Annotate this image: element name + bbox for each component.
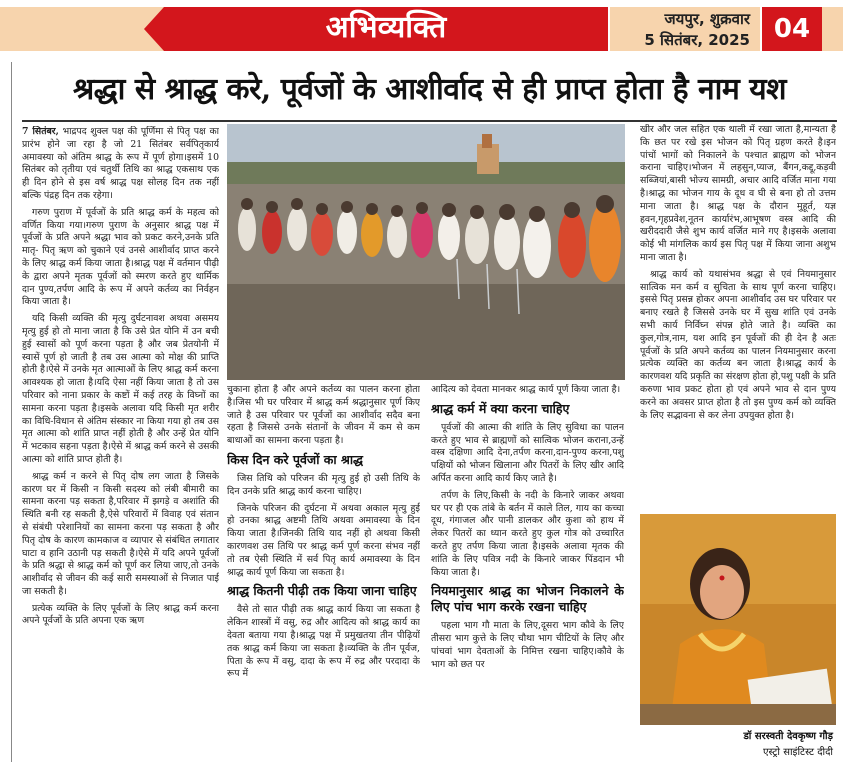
left-edge-rule — [11, 62, 12, 762]
subheading: श्राद्ध कर्म में क्या करना चाहिए — [431, 400, 570, 416]
page-header — [0, 0, 843, 56]
subheading: किस दिन करे पूर्वजों का श्राद्ध — [227, 451, 364, 467]
article-column-3 — [431, 384, 624, 766]
paragraph: आदित्य को देवता मानकर श्राद्ध कार्य पूर्ण किया जाता है। — [431, 384, 621, 395]
article-headline: श्रद्धा से श्राद्ध करे, पूर्वजों के आशीर्वाद से ही प्राप्त होता है नाम यश — [72, 72, 787, 107]
header-right-band — [822, 7, 843, 51]
paragraph: प्रत्येक व्यक्ति के लिए पूर्वजों के लिए श्राद्ध कर्म करना अपने पूर्वजों के प्रति अपना एक ऋण — [22, 602, 219, 627]
header-left-band — [0, 7, 164, 51]
paragraph: पहला भाग गौ माता के लिए,दूसरा भाग कौवे के लिए तीसरा भाग कुत्ते के लिए चौथा भाग चीटियों के लिए और पांचवां भाग देवताओं के निमित्त रखना चाहिए।कौवे के भाग को छत पर — [431, 620, 624, 670]
headline-rule — [22, 120, 837, 122]
subheading: श्राद्ध कितनी पीढ़ी तक किया जाना चाहिए — [227, 583, 417, 599]
paragraph: जिनके परिजन की दुर्घटना में अथवा अकाल मृत्यु हुई हो उनका श्राद्ध अष्टमी तिथि अथवा अमावस्या के दिन किया जाता है।जिनकी तिथि याद नहीं हो अथवा किसी कारणवश उस तिथि पर श्राद्ध कर्म पूर्ण करना संभव नहीं तो तब ऐसी स्थिति में सर्व पितृ कार्य अमावस्या के दिन श्राद्ध कार्य पूर्ण किया जा सकता है। — [227, 502, 420, 578]
paragraph: गरुण पुराण में पूर्वजों के प्रति श्राद्ध कर्म के महत्व को वर्णित किया गया।गरुण पुराण के अनुसार श्राद्ध पक्ष में पूर्वजों के प्रति अपने श्रद्धा भाव को प्रकट करने,उनके प्रति मातृ- पितृ ऋण को चुकाने एवं उनसे आशीर्वाद प्राप्त करने के लिए श्राद्ध कर्म किया जाता है।श्राद्ध पक्ष में वर्तमान पीढ़ी के द्वारा अपने मृतक पूर्वजों को स्मरण करते हुए धार्मिक दान पुण्य,तर्पण आदि के रूप में अपने कर्तव्य का निर्वहन किया जाता है। — [22, 206, 219, 308]
paragraph: वैसे तो सात पीढ़ी तक श्राद्ध कार्य किया जा सकता है लेकिन शास्त्रों में वसु, रुद्र और आदित्य को श्राद्ध कार्य का देवता बताया गया है।श्राद्ध पक्ष में प्रमुखतया तीन पीढ़ियों तक श्राद्ध कर्म किया जा सकता है।व्यक्ति के तीन पूर्वज, पिता के रूप में वसु, दादा के रूप में रुद्र और परदादा के रूप में — [227, 604, 420, 680]
article-column-4 — [640, 124, 836, 512]
ritual-photo — [227, 124, 625, 380]
paragraph: तर्पण के लिए,किसी के नदी के किनारे जाकर अथवा घर पर ही एक तांबे के बर्तन में काले तिल, गाय का कच्चा दूध, गंगाजल और पानी डालकर और कुशा को हाथ में लेकर पितरों का ध्यान करते हुए कुल गोत्र को उच्चारित करते हुए तर्पण किया जाता है।इसके अलावा मृतक की शांति के लिए पवित्र नदी के किनारे जाकर पिंडदान भी किया जाता है। — [431, 489, 624, 578]
paragraph — [22, 126, 219, 203]
paragraph: जिस तिथि को परिजन की मृत्यु हुई हो उसी तिथि के दिन उनके प्रति श्राद्ध कार्य करना चाहिए। — [227, 472, 420, 497]
article-column-1 — [22, 126, 219, 766]
author-photo — [640, 514, 836, 725]
article-column-2 — [227, 384, 420, 766]
author-name: डॉ सरस्वती देवकृष्ण गौड़ — [743, 731, 833, 742]
paragraph: श्राद्ध कार्य को यथासंभव श्रद्धा से एवं नियमानुसार सात्विक मन कर्म व सुचिता के साथ पूर्ण करना चाहिए।इससे पितृ प्रसन्न होकर अपना आशीर्वाद उस घर परिवार पर बनाए रखते है जिससे उनके घर में सुख शांति एवं उनके सभी कार्य निर्विघ्न संपन्न होते जाते है। व्यक्ति का कुल,गोत्र,नाम, यश आदि इन पूर्वजों की ही देन है अतः पूर्वजों के प्रति अपने कर्तव्य का पालन नियमानुसार करना प्रत्येक व्यक्ति का कर्तव्य बन जाता है।श्राद्ध कार्य के कारणवश यदि प्रकृति का संरक्षण होता हो,पशु पक्षी के प्रति करुणा भाव प्रकट होता हो एवं अपने भाव से दान पुण्य करने का अवसर प्राप्त होता है तो इस पुण्य कर्म को व्यक्ति के लिए सद्भावना से कर लेना उपयुक्त होता है। — [640, 268, 836, 421]
dateline-city-day: जयपुर, शुक्रवार — [664, 10, 750, 28]
paragraph: चुकाना होता है और अपने कर्तव्य का पालन करना होता है।जिस भी घर परिवार में श्राद्ध कर्म श्रद्धानुसार पूर्ण किए जाते है उस परिवार पर पूर्वजों का आशीर्वाद सदैव बना रहता है जिससे उनके संतानों के जीवन में कम से कम बाधाओं का सामना करना पड़ता है। — [227, 384, 420, 447]
subheading: नियमानुसार श्राद्ध का भोजन निकालने के लिए पांच भाग करके रखना चाहिए — [431, 583, 624, 615]
page-number: 04 — [762, 7, 822, 51]
dateline-date: 5 सितंबर, 2025 — [644, 31, 750, 49]
paragraph: खीर और जल सहित एक थाली में रखा जाता है,मान्यता है कि छत पर रखे इस भोजन को पितृ ग्रहण करते है।इन पांचों भागों को निकालने के पश्चात ब्राह्मण को भोजन कराना चाहिए।भोजन में लहसुन,प्याज, बैंगन,कद्दू,कड़वी सब्जियां,बासी भोज्य सामग्री, अचार आदि वर्जित माना गया है।श्राद्ध का भोजन गाय के दूध व घी से बना हो तो उत्तम माना जाता है। श्राद्ध पक्ष के दौरान मुहूर्त, यज्ञ हवन,गृहप्रवेश,नूतन कार्यारंभ,आभूषण वस्त्र आदि की खरीददारी जैसे शुभ कार्य वर्जित माने गए है।इसके अलावा कोई भी मांगलिक कार्य इस पितृ पक्ष में किया जाना अशुभ माना जाता है। — [640, 124, 836, 263]
section-title: अभिव्यक्ति — [325, 10, 447, 45]
article-dateline: 7 सितंबर, — [22, 126, 59, 137]
paragraph: श्राद्ध कर्म न करने से पितृ दोष लग जाता है जिसके कारण घर में किसी न किसी सदस्य को लंबी बीमारी का सामना करना पड़ सकता है,परिवार में झगड़े व अशांति की स्थिति बनी रह सकती है,ऐसे परिवारों में विवाह एवं संतान से संबंधी परेशानियों का सामना करना पड़ सकता है और पितृ दोष के कारण कामकाज व व्यापार से संबंधित लगातार घाटा व हानि उठानी पड़ सकती है।ऐसे में यदि अपने पूर्वजों के प्रति श्रद्धा से श्राद्ध कर्म को पूर्ण कर लिया जाए,तो उनके आशीर्वाद से जीवन की कई सारी समस्याओं से निजात पाई जा सकती है। — [22, 470, 219, 597]
paragraph: पूर्वजों की आत्मा की शांति के लिए सुविधा का पालन करते हुए भाव से ब्राह्मणों को सात्विक भोजन कराना,उन्हें वस्त्र दक्षिणा आदि देना,तर्पण करना,दान-पुण्य करना,पशु पक्षियों को भोजन खिलाना और पितरों के लिए खीर आदि अर्पित करना आदि कार्य किए जाते है। — [431, 421, 624, 484]
dateline-box — [610, 7, 760, 51]
paragraph: यदि किसी व्यक्ति की मृत्यु दुर्घटनावश अथवा असमय मृत्यु हुई हो तो माना जाता है कि उसे प्रेत योनि में उन बची हुई स्वासों को पूर्ण करना पड़ता है और जब प्रेतयोनी में स्वासें पूर्ण हो जाती है तब उस आत्मा को मोक्ष की प्राप्ति होती है।ऐसे में उनके मृत आत्माओं के लिए श्राद्ध कर्म करना आवश्यक हो जाता है।यदि ऐसा नहीं किया जाता है तो उस परिवार को नाना प्रकार के कष्टों में कई तरह के विघ्नों का सामना करना पड़ता है।इसके अलावा यदि किसी मृत शरीर का विधि-विधान से अंतिम संस्कार ना किया गया हो तब उस मृत आत्मा को शांति प्राप्त नहीं होती है और उन्हें प्रेत योनि में भटकाव सहना पड़ता है।ऐसे में श्राद्ध कर्म करने से उसकी आत्मा को शांति प्राप्त होती है। — [22, 313, 219, 465]
author-title: एस्ट्रो साइंटिस्ट दीदी — [762, 747, 833, 758]
paragraph-text: भाद्रपद शुक्ल पक्ष की पूर्णिमा से पितृ पक्ष का प्रारंभ होने जा रहा है जो 21 सितंबर सर्वपितृकार्य अमावस्या को अंतिम श्राद्ध के रूप में पूर्ण होगा।इसमें 10 सितंबर को तृतीया एवं चतुर्थी तिथि का श्राद्ध एकसाथ एक ही दिन होने से इस वर्ष श्राद्ध पक्ष सोलह दिन तक नहीं बल्कि पंद्रह दिन तक रहेगा। — [22, 126, 219, 201]
